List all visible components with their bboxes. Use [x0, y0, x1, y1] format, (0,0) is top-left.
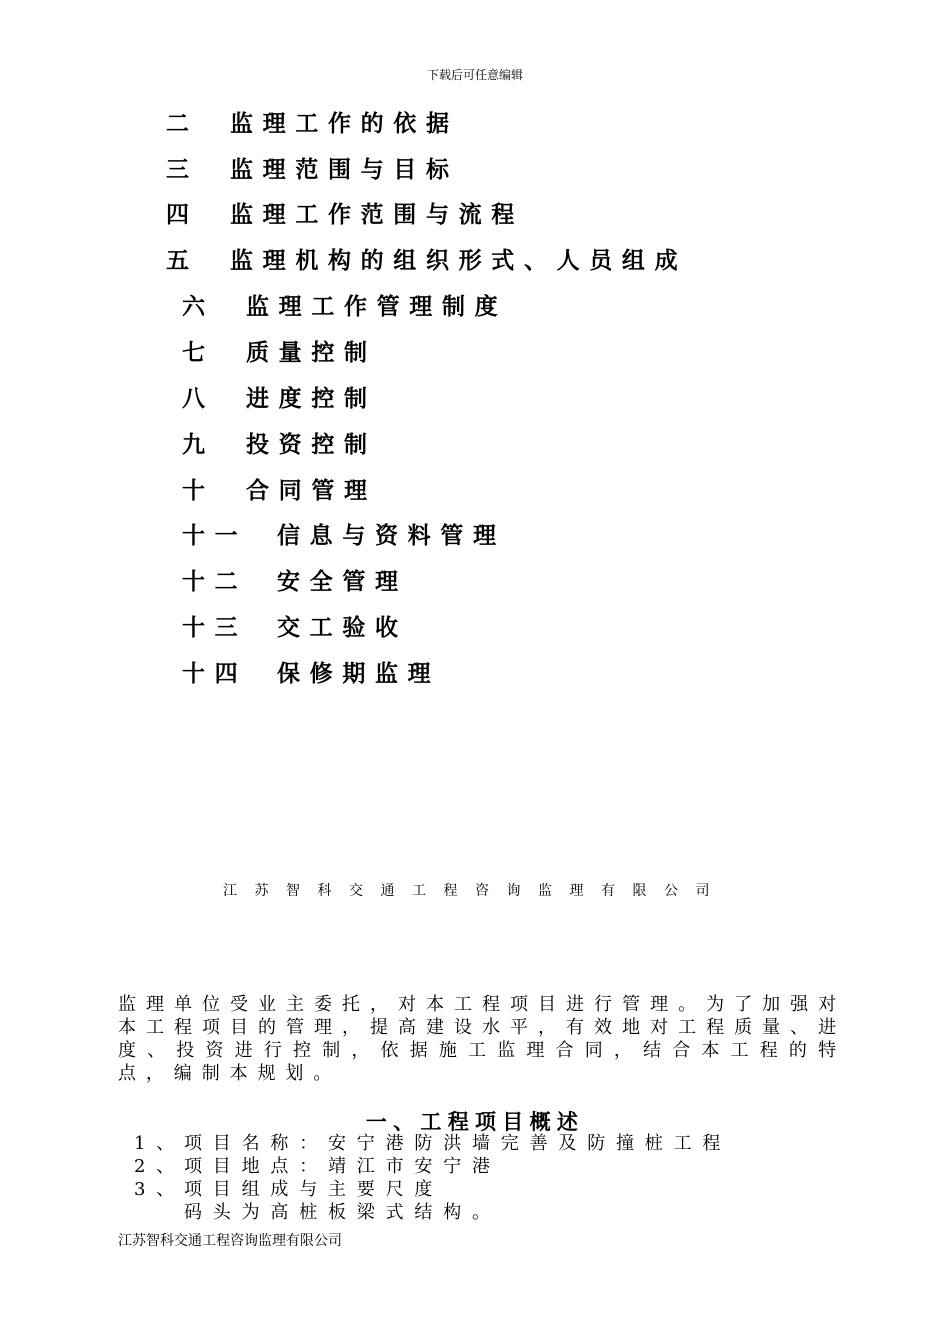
toc-number: 四 — [166, 201, 199, 228]
toc-title: 质量控制 — [246, 339, 377, 366]
item-number: 1、 — [134, 1133, 186, 1154]
toc-number: 十 — [182, 477, 215, 504]
toc-number: 五 — [166, 247, 199, 274]
item-number: 2、 — [134, 1156, 186, 1177]
item-text: 项目组成与主要尺度 — [184, 1179, 444, 1200]
toc-title: 监理工作范围与流程 — [230, 201, 524, 228]
item-text: 项目地点：靖江市安宁港 — [184, 1156, 501, 1177]
list-item — [134, 1132, 732, 1155]
company-name: 江苏智科交通工程咨询监理有限公司 — [223, 883, 727, 899]
section-title: 一、工程项目概述 — [365, 1109, 585, 1134]
toc-number: 十二 — [182, 568, 248, 595]
toc-title: 监理机构的组织形式、人员组成 — [230, 247, 688, 274]
toc-title: 保修期监理 — [277, 660, 441, 687]
toc-title: 交工验收 — [277, 614, 408, 641]
item-number: 3、 — [134, 1179, 186, 1200]
toc-number: 十一 — [182, 522, 248, 549]
toc-number: 八 — [182, 385, 215, 412]
toc-number: 十四 — [182, 660, 248, 687]
toc-title: 安全管理 — [277, 568, 408, 595]
intro-paragraph: 监理单位受业主委托，对本工程项目进行管理。为了加强对本工程项目的管理，提高建设水平，有效地对工程质量、进度、投资进行控制，依据施工监理合同，结合本工程的特点，编制本规划。 — [118, 994, 846, 1084]
item-text: 项目名称：安宁港防洪墙完善及防撞桩工程 — [184, 1133, 732, 1154]
page-header: 下载后可任意编辑 — [426, 68, 523, 82]
toc-title: 信息与资料管理 — [277, 522, 506, 549]
list-item — [134, 1178, 444, 1201]
list-item — [134, 1155, 501, 1178]
item-text: 码头为高桩板梁式结构。 — [184, 1202, 501, 1223]
toc-number: 三 — [166, 156, 199, 183]
toc-number: 九 — [182, 431, 215, 458]
list-item — [184, 1201, 501, 1224]
toc-number: 十三 — [182, 614, 248, 641]
toc-title: 监理工作的依据 — [230, 110, 459, 137]
toc-title: 投资控制 — [246, 431, 377, 458]
toc-number: 六 — [182, 293, 215, 320]
toc-title: 监理范围与目标 — [230, 156, 459, 183]
toc-title: 合同管理 — [246, 477, 377, 504]
toc-number: 二 — [166, 110, 199, 137]
toc-number: 七 — [182, 339, 215, 366]
page-footer: 江苏智科交通工程咨询监理有限公司 — [118, 1233, 342, 1249]
toc-title: 进度控制 — [246, 385, 377, 412]
toc-title: 监理工作管理制度 — [246, 293, 508, 320]
